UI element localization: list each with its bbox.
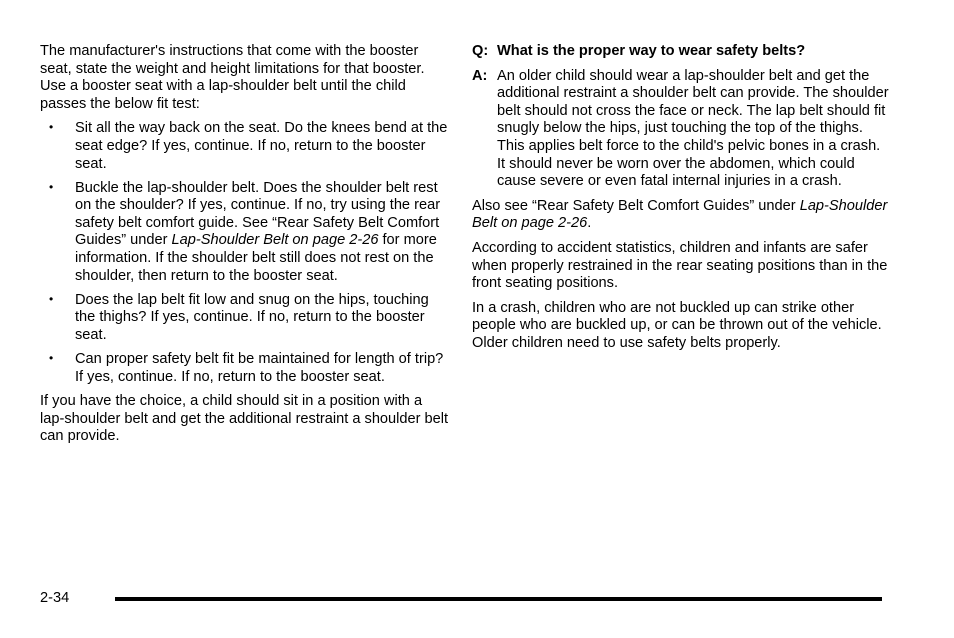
bullet-icon: •	[49, 179, 54, 194]
list-item-text: Buckle the lap-shoulder belt. Does the shoulder belt rest on the shoulder? If yes, continue. If no, try using the rear safety belt comfort guide. See “Rear Safety Belt Comfort Guides” under	[75, 179, 441, 249]
answer-text: An older child should wear a lap-shoulder belt and get the additional restraint a shoulder belt can provide. The shoulder belt should not cross the face or neck. The lap belt should fit snugly below the hips, just touching the top of the thighs. This applies belt force to the child's pelvic bones in a crash.	[497, 67, 889, 154]
answer-label: A:	[472, 67, 488, 84]
also-see-suffix: .	[587, 215, 592, 232]
crash-paragraph: In a crash, children who are not buckled up can strike other people who are buckled up, or can be thrown out of the vehicle. Older children need to use safety belts properly.	[472, 299, 882, 351]
list-item	[40, 351, 450, 386]
bullet-icon: •	[49, 291, 54, 306]
left-column	[40, 43, 450, 453]
intro-paragraph: The manufacturer's instructions that come with the booster seat, state the weight and height limitations for that booster. Use a booster seat with a lap-shoulder belt until the child passes the below fit test:	[40, 43, 425, 112]
list-item	[40, 292, 450, 345]
answer-block	[472, 68, 892, 191]
right-column	[472, 43, 892, 360]
also-see-text: Also see “Rear Safety Belt Comfort Guides” under	[472, 197, 800, 214]
page-number: 2-34	[40, 590, 70, 606]
list-item-text: Does the lap belt fit low and snug on the hips, touching the thighs? If yes, continue. If no, return to the booster seat.	[75, 291, 429, 343]
answer-text-continued: It should never be worn over the abdomen, which could cause severe or even fatal internal injuries in a crash.	[497, 155, 855, 190]
list-item-text: for more information. If the shoulder belt still does not rest on the shoulder, then return to the booster seat.	[75, 232, 437, 284]
cross-reference: Lap-Shoulder Belt on page 2-26	[171, 232, 379, 249]
bullet-icon: •	[49, 120, 54, 135]
fit-test-list	[40, 120, 450, 386]
question-text: What is the proper way to wear safety belts?	[497, 43, 806, 59]
bullet-icon: •	[49, 351, 54, 365]
question-block	[472, 43, 892, 61]
list-item	[40, 120, 450, 173]
also-see-paragraph	[472, 198, 892, 233]
question-label: Q:	[472, 43, 489, 59]
footer-divider	[115, 597, 882, 601]
list-item-text: Sit all the way back on the seat. Do the knees bend at the seat edge? If yes, continue. If no, return to the booster seat.	[75, 120, 448, 172]
closing-paragraph: If you have the choice, a child should sit in a position with a lap-shoulder belt and get the additional restraint a shoulder belt can provide.	[40, 393, 449, 445]
cross-reference: Lap-Shoulder Belt on page 2-26	[472, 197, 888, 232]
statistics-paragraph: According to accident statistics, children and infants are safer when properly restrained in the rear seating positions than in the front seating positions.	[472, 239, 888, 292]
list-item	[40, 180, 450, 286]
list-item-text: Can proper safety belt fit be maintained for length of trip? If yes, continue. If no, return to the booster seat.	[75, 351, 444, 385]
